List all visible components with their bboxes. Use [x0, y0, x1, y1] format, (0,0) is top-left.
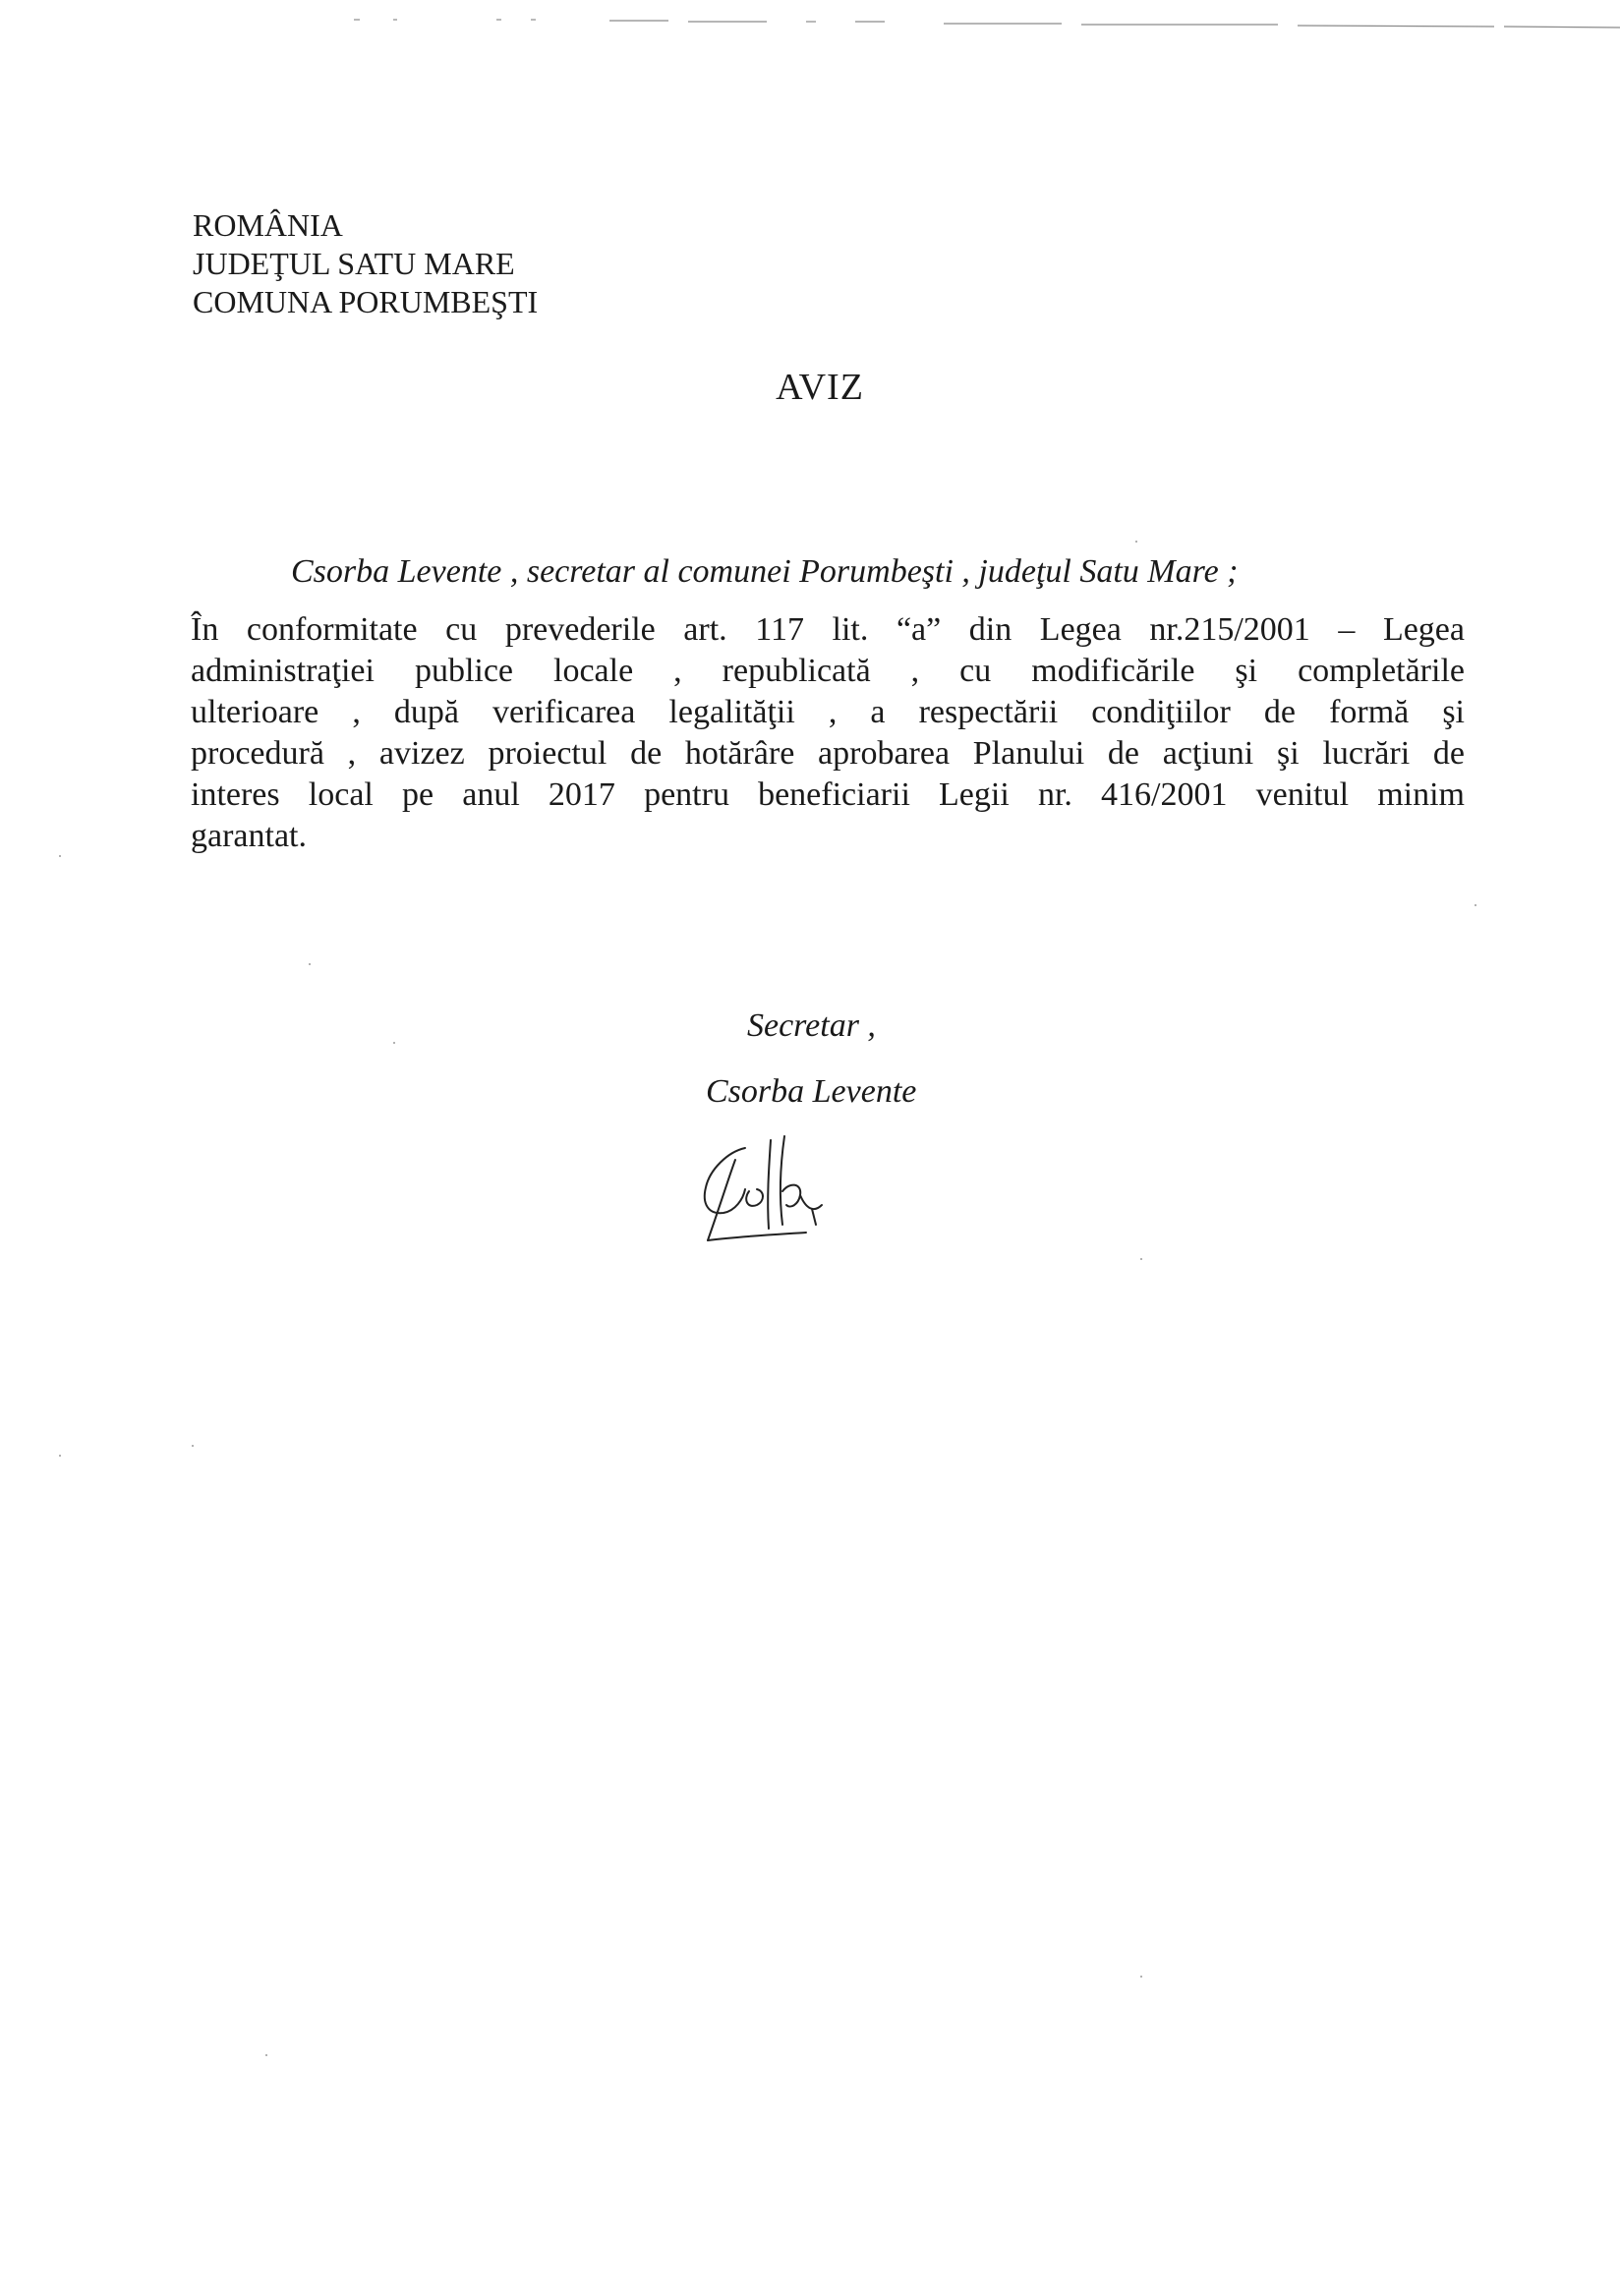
body-line: În conformitate cu prevederile art. 117 lit. “a” din Legea nr.215/2001 – Legea — [191, 611, 1465, 648]
header-commune: COMUNA PORUMBEŞTI — [193, 284, 539, 319]
body-line: interes local pe anul 2017 pentru beneficiarii Legii nr. 416/2001 venitul minim — [191, 776, 1465, 813]
document-title: AVIZ — [776, 367, 864, 408]
scan-speck — [265, 2054, 267, 2056]
body-paragraph — [191, 609, 1465, 857]
header-county: JUDEŢUL SATU MARE — [193, 246, 515, 281]
body-line: garantat. — [191, 818, 307, 854]
scan-speck — [59, 1455, 61, 1457]
intro-line: Csorba Levente , secretar al comunei Porumbeşti , judeţul Satu Mare ; — [291, 553, 1239, 590]
handwritten-signature — [688, 1130, 865, 1248]
scan-speck — [1140, 1976, 1142, 1978]
scan-speck — [393, 1042, 395, 1044]
scan-speck — [1475, 904, 1476, 906]
header-country: ROMÂNIA — [193, 207, 343, 243]
signature-role: Secretar , — [747, 1007, 876, 1044]
signature-name: Csorba Levente — [706, 1073, 917, 1110]
body-line: ulterioare , după verificarea legalităţii , a respectării condiţiilor de formă şi — [191, 694, 1465, 730]
document-header — [193, 206, 538, 321]
scan-speck — [192, 1445, 194, 1447]
scan-speck — [1135, 541, 1137, 543]
body-line: procedură , avizez proiectul de hotărâre aprobarea Planului de acţiuni şi lucrări de — [191, 735, 1465, 772]
scan-speck — [59, 855, 61, 857]
body-line: administraţiei publice locale , republicată , cu modificările şi completările — [191, 653, 1465, 689]
scan-speck — [1140, 1258, 1142, 1260]
scan-speck — [309, 963, 311, 965]
scan-artifact-line — [0, 14, 1620, 33]
